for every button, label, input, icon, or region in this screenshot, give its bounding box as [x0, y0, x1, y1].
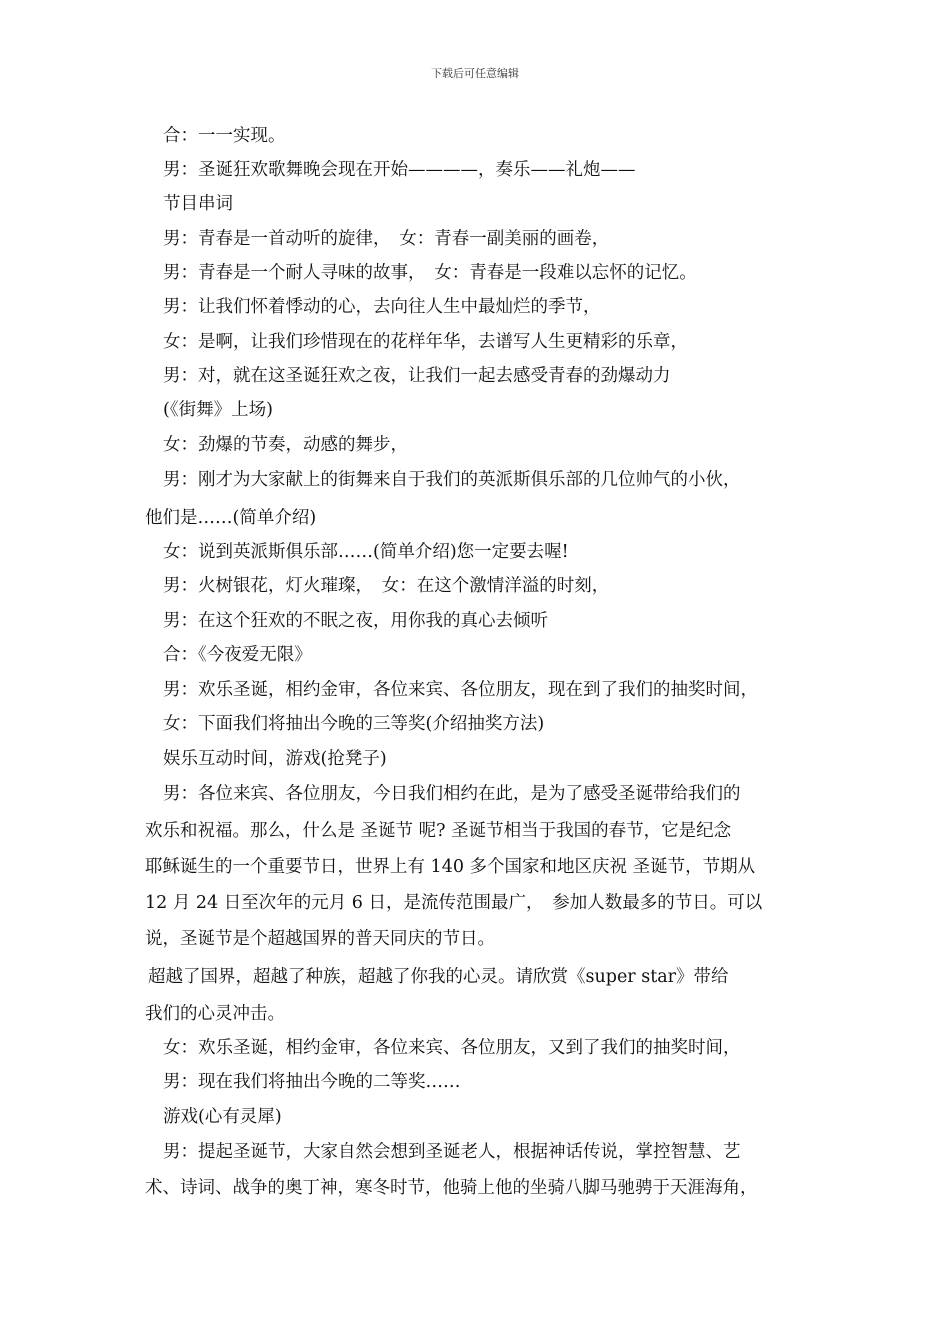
script-line: 男：各位来宾、各位朋友，今日我们相约在此，是为了感受圣诞带给我们的	[163, 784, 741, 804]
script-line: 超越了国界，超越了种族，超越了你我的心灵。请欣赏《super star》带给	[148, 967, 729, 987]
script-line: 游戏(心有灵犀)	[163, 1107, 282, 1127]
script-line: 男：欢乐圣诞，相约金审，各位来宾、各位朋友，现在到了我们的抽奖时间，	[163, 680, 758, 700]
script-line: 合：一一实现。	[163, 126, 286, 146]
script-line: 他们是……(简单介绍)	[145, 508, 317, 528]
script-line: 12 月 24 日至次年的元月 6 日，是流传范围最广， 参加人数最多的节日。可以	[145, 893, 763, 913]
script-line: (《街舞》上场)	[163, 400, 273, 420]
script-line: 男：刚才为大家献上的街舞来自于我们的英派斯俱乐部的几位帅气的小伙，	[163, 470, 741, 490]
script-line: 男：现在我们将抽出今晚的二等奖……	[163, 1072, 461, 1092]
script-line: 节目串词	[163, 194, 233, 214]
script-line: 娱乐互动时间，游戏(抢凳子)	[163, 749, 387, 769]
script-line: 男：火树银花，灯火璀璨， 女：在这个激情洋溢的时刻，	[163, 576, 610, 596]
script-line: 男：圣诞狂欢歌舞晚会现在开始————，奏乐——礼炮——	[163, 160, 636, 180]
script-line: 男：在这个狂欢的不眠之夜，用你我的真心去倾听	[163, 611, 548, 631]
page-header: 下载后可任意编辑	[431, 67, 519, 80]
script-line: 我们的心灵冲击。	[145, 1004, 285, 1024]
script-line: 术、诗词、战争的奥丁神，寒冬时节，他骑上他的坐骑八脚马驰骋于天涯海角，	[145, 1178, 758, 1198]
script-line: 女：劲爆的节奏，动感的舞步，	[163, 435, 408, 455]
script-line: 女：欢乐圣诞，相约金审，各位来宾、各位朋友，又到了我们的抽奖时间，	[163, 1038, 741, 1058]
script-line: 合：《今夜爱无限》	[163, 645, 312, 665]
script-line: 耶稣诞生的一个重要节日，世界上有 140 多个国家和地区庆祝 圣诞节，节期从	[145, 857, 756, 877]
script-line: 女：是啊，让我们珍惜现在的花样年华，去谱写人生更精彩的乐章，	[163, 332, 688, 352]
script-line: 说，圣诞节是个超越国界的普天同庆的节日。	[145, 929, 495, 949]
script-line: 欢乐和祝福。那么，什么是 圣诞节 呢? 圣诞节相当于我国的春节，它是纪念	[145, 821, 732, 841]
script-line: 女：说到英派斯俱乐部……(简单介绍)您一定要去喔!	[163, 542, 569, 562]
script-line: 男：对，就在这圣诞狂欢之夜，让我们一起去感受青春的劲爆动力	[163, 366, 671, 386]
script-line: 男：让我们怀着悸动的心，去向往人生中最灿烂的季节，	[163, 297, 601, 317]
script-line: 男：青春是一个耐人寻味的故事， 女：青春是一段难以忘怀的记忆。	[163, 263, 697, 283]
script-line: 女：下面我们将抽出今晚的三等奖(介绍抽奖方法)	[163, 714, 545, 734]
script-line: 男：提起圣诞节，大家自然会想到圣诞老人，根据神话传说，掌控智慧、艺	[163, 1142, 741, 1162]
script-line: 男：青春是一首动听的旋律， 女：青春一副美丽的画卷，	[163, 229, 610, 249]
